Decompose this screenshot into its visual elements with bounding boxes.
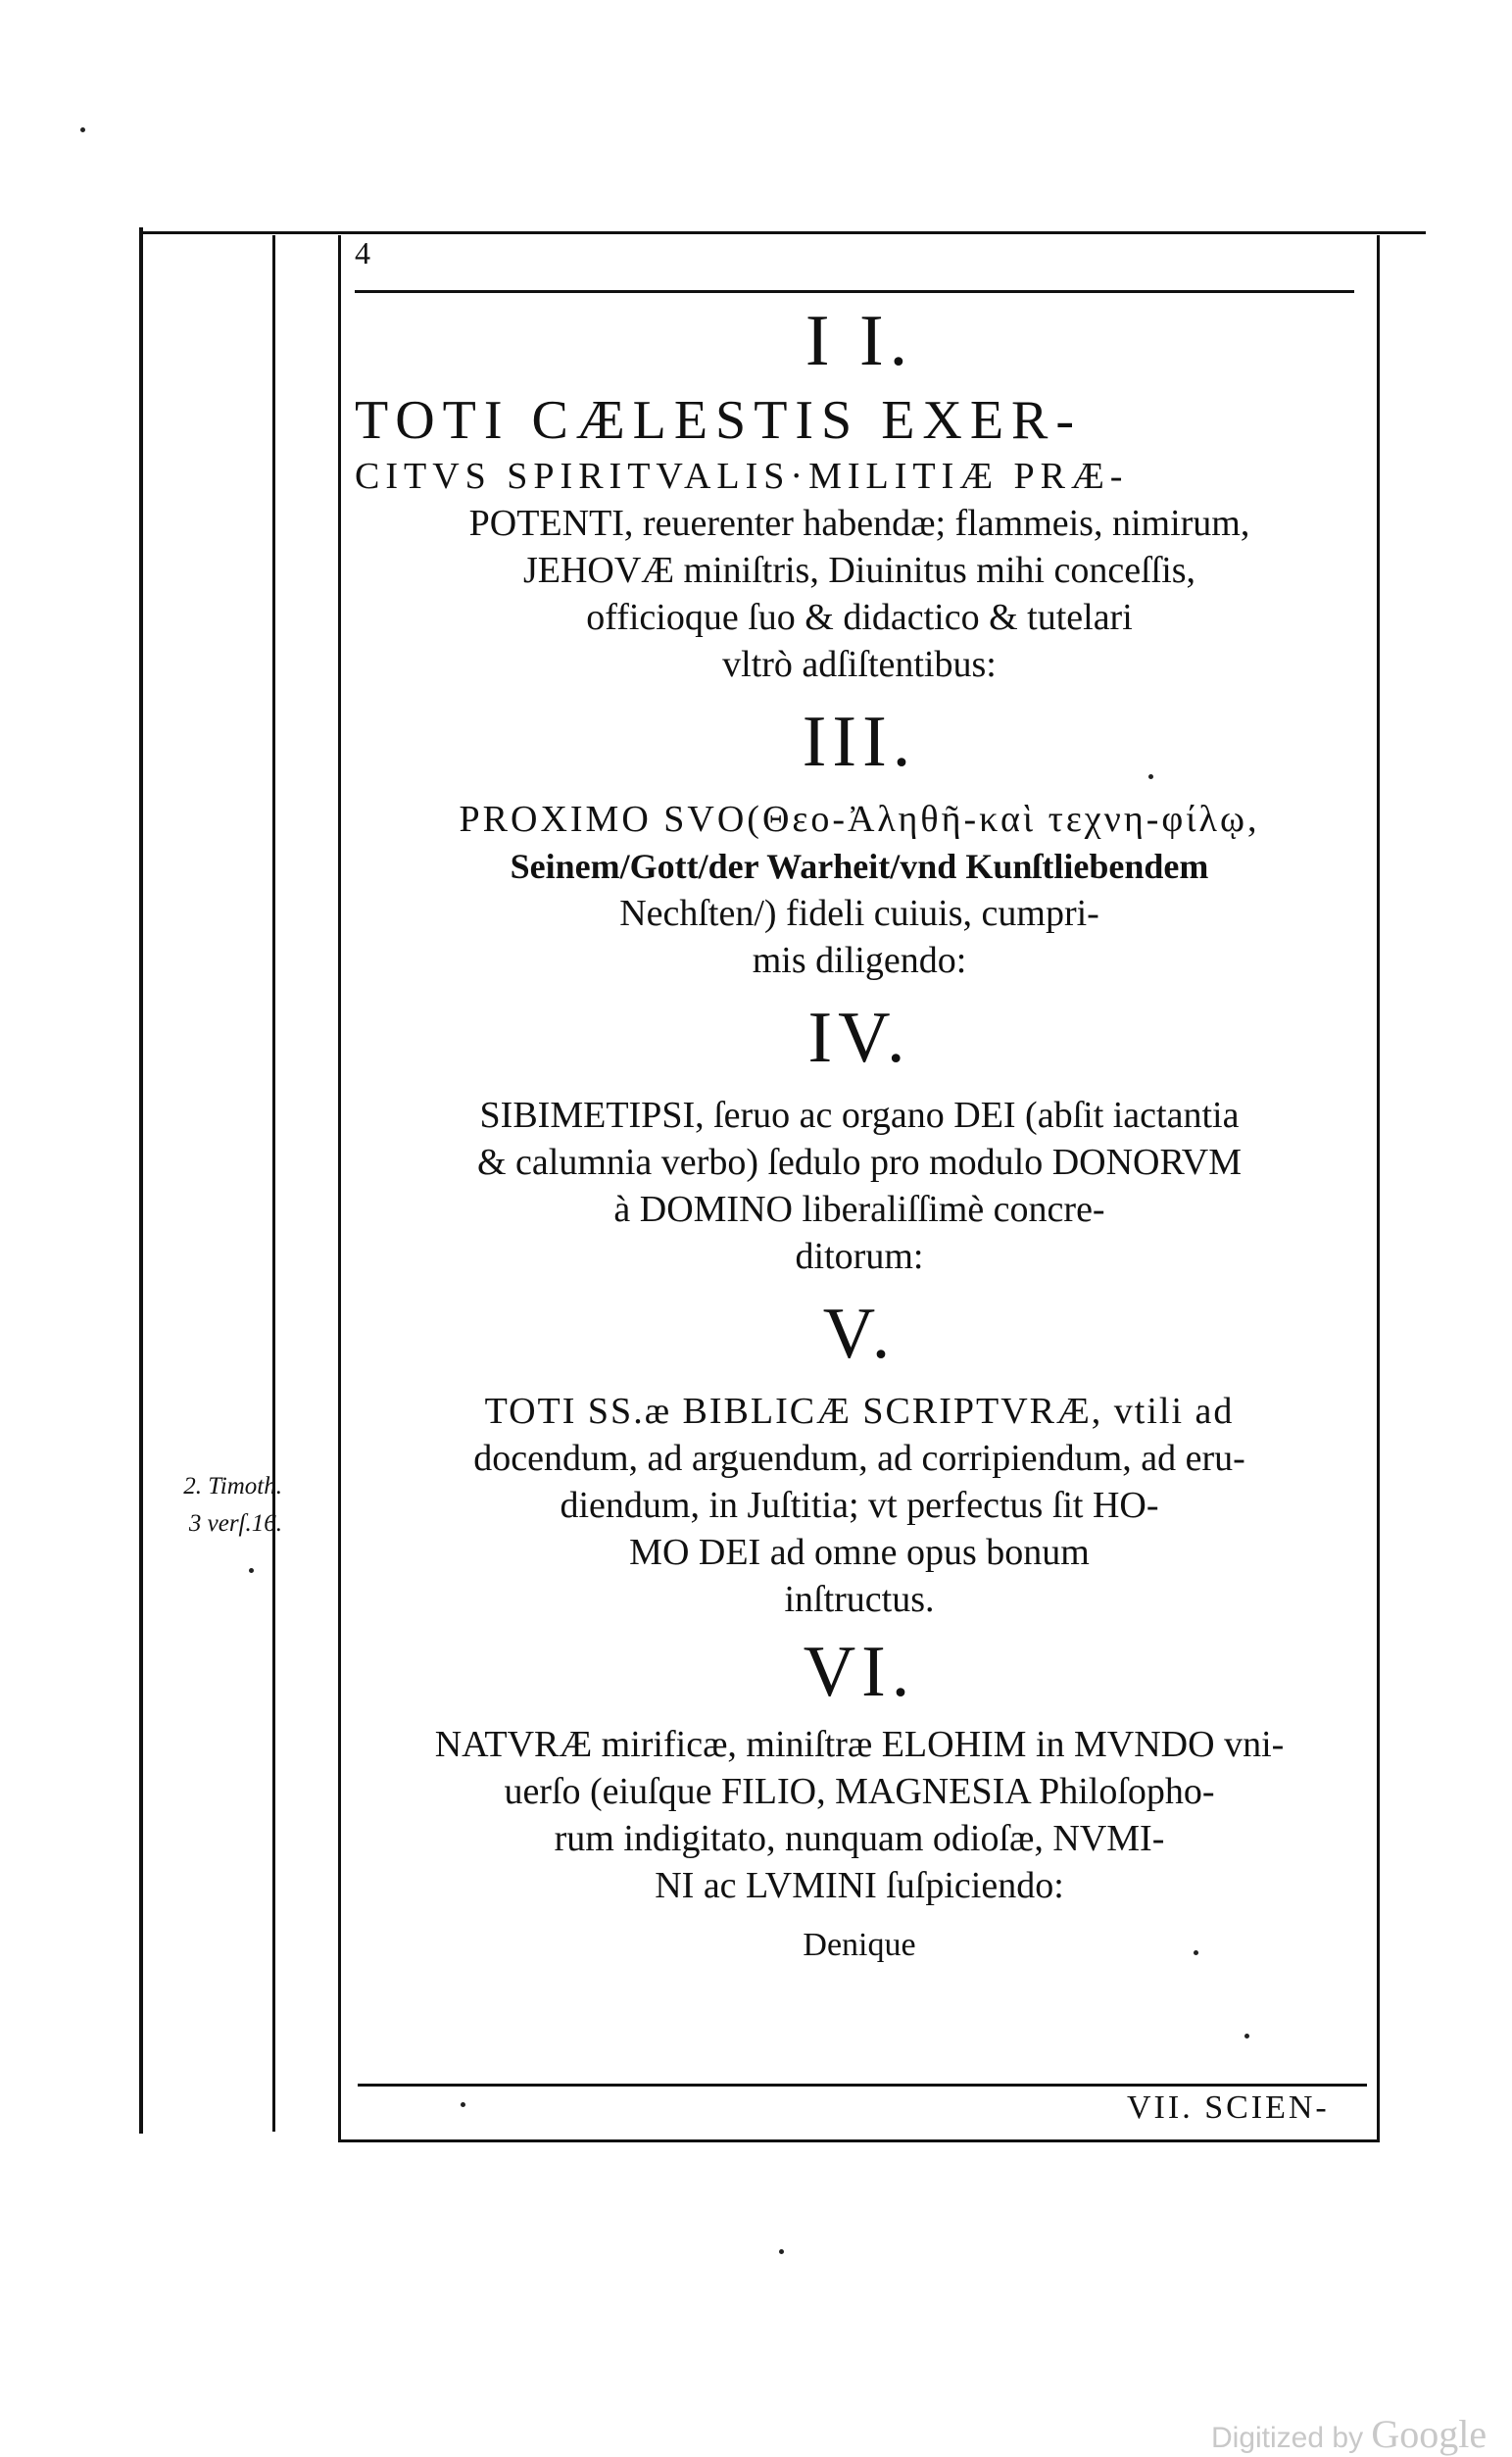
text-line: vltrò adſiſtentibus: [722, 644, 997, 685]
section-numeral: III. [802, 702, 917, 782]
bottom-rule [338, 2139, 1380, 2142]
page-number: 4 [355, 235, 370, 270]
catchword: VII. SCIEN- [1127, 2089, 1330, 2126]
text-line: POTENTI, reuerenter habendæ; flammeis, nimirum, [468, 503, 1250, 544]
text-line: TOTI CÆLESTIS EXER- [355, 390, 1083, 451]
section-3 [355, 688, 1364, 984]
section-numeral: I I. [805, 301, 914, 381]
right-rule [1377, 235, 1380, 2141]
section-6 [355, 1623, 1364, 1909]
outer-left-rule [139, 227, 143, 2134]
text-line: rum indigitato, nunquam odioſæ, NVMI- [554, 1818, 1165, 1859]
text-line: CITVS SPIRITVALIS·MILITIÆ PRÆ- [355, 456, 1129, 497]
closing-word: Denique [803, 1927, 916, 1963]
section-numeral: V. [822, 1294, 897, 1374]
text-line: & calumnia verbo) ſedulo pro modulo DONORVM [476, 1142, 1243, 1183]
scan-speck [1244, 2034, 1249, 2039]
text-line: JEHOVÆ miniſtris, Diuinitus mihi conceſſis, [522, 550, 1196, 591]
margin-note-line: 2. Timoth. [183, 1473, 282, 1499]
text-line: officioque ſuo & didactico & tutelari [586, 597, 1133, 638]
text-line: uerſo (eiuſque FILIO, MAGNESIA Philoſopho- [504, 1771, 1215, 1812]
scan-speck [1194, 1950, 1198, 1955]
inner-left-rule-2 [338, 235, 341, 2141]
text-line: ditorum: [795, 1236, 924, 1277]
google-logo: Google [1371, 2412, 1488, 2456]
scan-speck [779, 2249, 784, 2254]
scan-speck [80, 127, 85, 132]
section-5 [355, 1280, 1364, 1623]
text-line: inſtructus. [784, 1579, 935, 1620]
footer-rule [358, 2084, 1367, 2087]
section-numeral: IV. [807, 998, 911, 1078]
watermark-prefix: Digitized by [1211, 2422, 1372, 2454]
text-line: Nechſten/) fideli cuiuis, cumpri- [619, 893, 1099, 934]
margin-note-line: 3 verſ.16. [188, 1510, 282, 1537]
text-line: docendum, ad arguendum, ad corripiendum, ad eru- [473, 1438, 1245, 1479]
text-line: diendum, in Juſtitia; vt perfectus ſit HO- [560, 1485, 1159, 1526]
section-2 [355, 294, 1364, 688]
section-4 [355, 984, 1364, 1280]
dedication-text [355, 294, 1364, 1964]
text-line: NATVRÆ mirificæ, miniſtræ ELOHIM in MVNDO vni- [434, 1724, 1285, 1765]
section-numeral: VI. [803, 1632, 916, 1712]
header-rule [355, 290, 1354, 293]
scan-speck [461, 2102, 465, 2107]
text-line: PROXIMO SVO(Θεο-Ἀληθῆ-καὶ τεχνη-φίλῳ, [459, 799, 1260, 840]
margin-note [125, 1468, 282, 1543]
text-line: TOTI SS.æ BIBLICÆ SCRIPTVRÆ, vtili ad [484, 1391, 1235, 1432]
text-line: mis diligendo: [752, 940, 967, 981]
top-rule [142, 231, 1426, 234]
text-line: NI ac LVMINI ſuſpiciendo: [655, 1865, 1064, 1906]
text-line: Seinem/Gott/der Warheit/vnd Kunſtliebendem [510, 847, 1209, 886]
inner-left-rule-1 [272, 235, 275, 2132]
scan-speck [249, 1568, 254, 1573]
scan-speck [1148, 774, 1153, 779]
text-line: SIBIMETIPSI, ſeruo ac organo DEI (abſit iactantia [479, 1095, 1240, 1136]
text-line: à DOMINO liberaliſſimè concre- [613, 1189, 1105, 1230]
text-line: MO DEI ad omne opus bonum [629, 1532, 1090, 1573]
